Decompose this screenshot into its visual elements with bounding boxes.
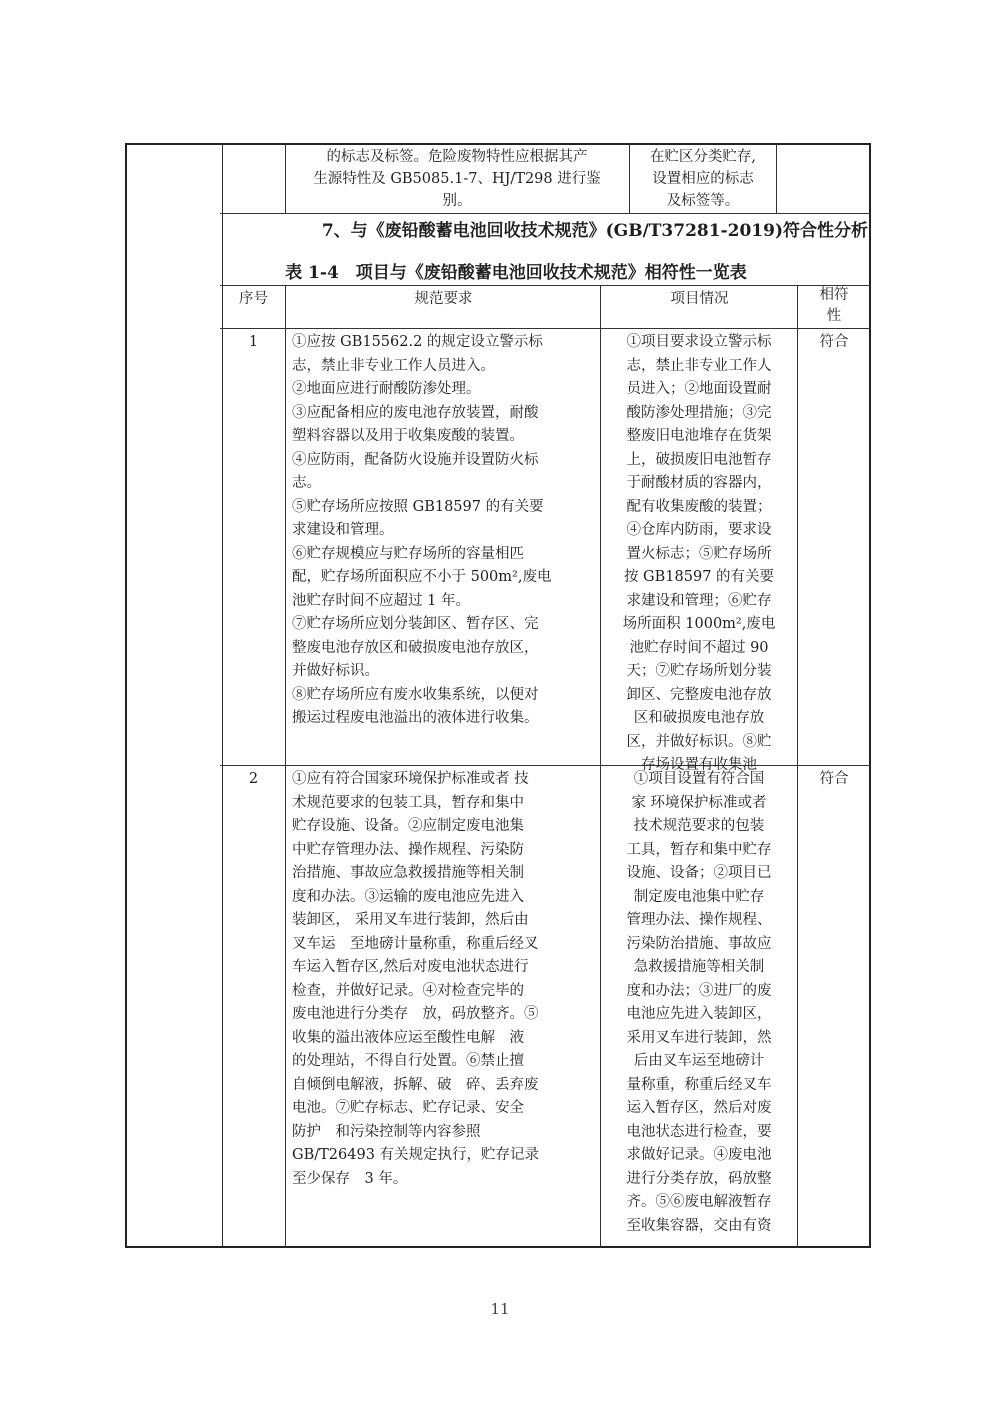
row2-situation: ①项目设置有符合国 家 环境保护标准或者 技术规范要求的包装 工具，暂存和集中贮存 设施、设备；②项目已 制定废电池集中贮存 管理办法、操作规程、 污染防治措施、事故应 急救援措施等相关制 度和办法；③进厂的废 电池应先进入装卸区， 采用叉车进行装卸，然 后由叉车运至地磅计 量称重，称重后经叉车 运入暂存区，然后对废 电池状态进行检查，要 求做好记录。④废电池 进行分类存放，码放整 齐。⑤⑥废电解液暂存 至收集容器，交由有资 — [626, 771, 772, 1234]
header-requirement: 规范要求 — [414, 291, 473, 307]
top-row-situation: 在贮区分类贮存, 设置相应的标志 及标签等。 — [649, 149, 757, 209]
top-row-bottom-line — [220, 213, 871, 214]
header-bottom-line — [220, 328, 871, 329]
page-number: 11 — [490, 1300, 510, 1318]
header-no: 序号 — [239, 291, 268, 307]
header-situation: 项目情况 — [670, 291, 729, 307]
top-row-divider-2 — [629, 143, 630, 213]
top-row-requirement: 的标志及标签。危险废物特性应根据其产 生源特性及 GB5085.1-7、HJ/T298 进行鉴 别。 — [313, 149, 601, 209]
row1-requirement: ①应按 GB15562.2 的规定设立警示标 志，禁止非专业工作人员进入。 ②地面应进行耐酸防渗处理。 ③应配备相应的废电池存放装置，耐酸 塑料容器以及用于收集废酸的装置。 ④应防雨，配备防火设施并设置防火标 志。 ⑤贮存场所应按照 GB18597 的有关要 求建设和管理。 ⑥贮存规模应与贮存场所的容量相匹 配，贮存场所面积应不小于 500m²,废电 池贮存时间不应超过 1 年。 ⑦贮存场所应划分装卸区、暂存区、完 整废电池存放区和破损废电池存放区， 并做好标识。 ⑧贮存场所应有废水收集系统，以便对 搬运过程废电池溢出的液体进行收集。 — [292, 334, 552, 726]
row2-result: 符合 — [819, 771, 849, 787]
row1-situation: ①项目要求设立警示标 志，禁止非专业工作人 员进入；②地面设置耐 酸防渗处理措施；③完 整废旧电池堆存在货架 上，破损废旧电池暂存 于耐酸材质的容器内， 配有收集废酸的装置； ④仓库内防雨，要求设 置火标志；⑤贮存场所 按 GB18597 的有关要 求建设和管理；⑥贮存 场所面积 1000m²,废电 池贮存时间不超过 90 天；⑦贮存场所划分装 卸区、完整废电池存放 区和破损废电池存放 区，并做好标识。⑧贮 存场设置有收集池 — [622, 334, 776, 773]
col-divider-2 — [600, 285, 601, 1248]
row1-result: 符合 — [819, 334, 849, 350]
section-title: 7、与《废铅酸蓄电池回收技术规范》(GB/T37281-2019)符合性分析 — [321, 221, 868, 241]
top-row-divider-3 — [776, 143, 777, 213]
header-result: 相符 性 — [819, 287, 849, 324]
top-row-divider-1 — [285, 143, 286, 213]
table-title: 表 1-4 项目与《废铅酸蓄电池回收技术规范》相符性一览表 — [285, 263, 747, 283]
row2-no: 2 — [248, 771, 259, 787]
row2-requirement: ①应有符合国家环境保护标准或者 技 术规范要求的包装工具，暂存和集中 贮存设施、设备。②应制定废电池集 中贮存管理办法、操作规程、污染防 治措施、事故应急救援措施等相关制 度和办法。③运输的废电池应先进入 装卸区， 采用叉车进行装卸，然后由 叉车运 至地磅计量称重，称重后经叉 车运入暂存区,然后对废电池状态进行 检查，并做好记录。④对检查完毕的 废电池进行分类存 放，码放整齐。⑤ 收集的溢出液体应运至酸性电解 液 的处理站，不得自行处置。⑥禁止擅 自倾倒电解液，拆解、破 碎、丢弃废 电池。⑦贮存标志、贮存记录、安全 防护 和污染控制等内容参照 GB/T26493 有关规定执行，贮存记录 至少保存 3 年。 — [292, 771, 540, 1187]
table-top-line — [220, 285, 871, 286]
row1-no: 1 — [248, 334, 259, 350]
col-divider-1 — [285, 285, 286, 1248]
col-divider-3 — [797, 285, 798, 1248]
